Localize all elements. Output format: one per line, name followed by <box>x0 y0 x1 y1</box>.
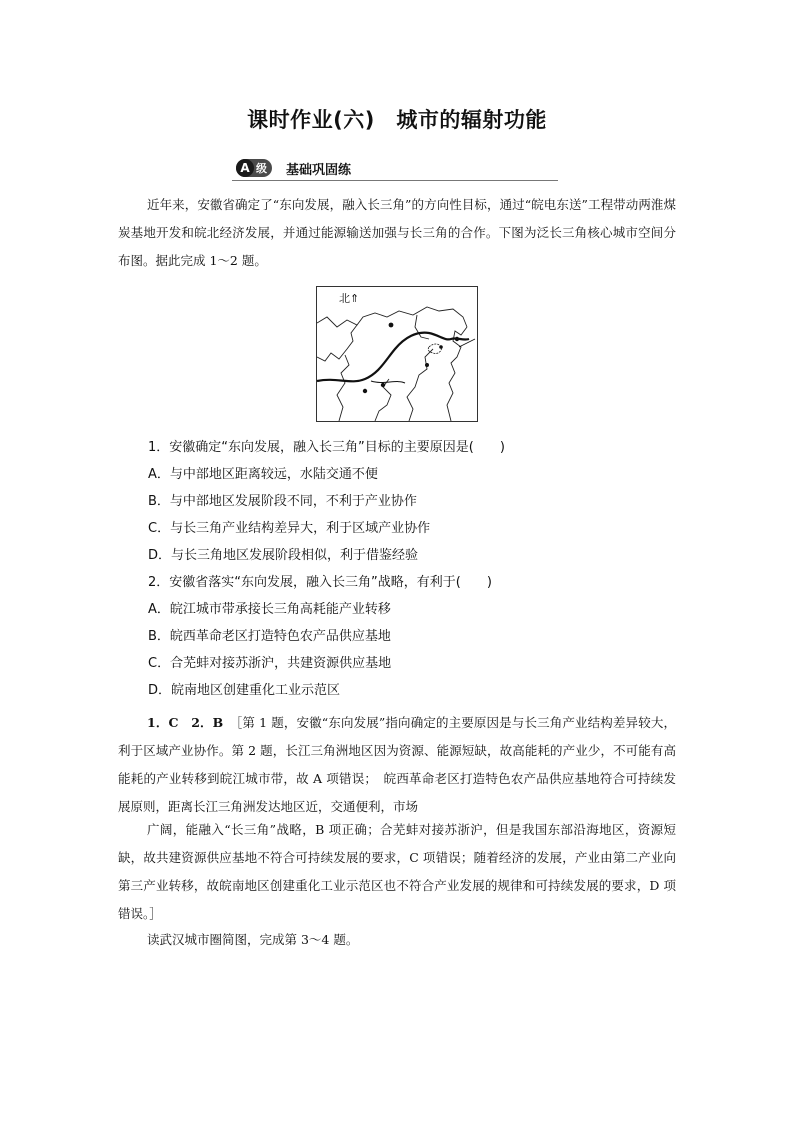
river-line <box>371 381 405 383</box>
question-2-option-b: B．皖西革命老区打造特色农产品供应基地 <box>148 629 391 644</box>
section-header <box>232 158 558 181</box>
city-dot <box>363 389 367 393</box>
intro-paragraph: 近年来，安徽省确定了“东向发展，融入长三角”的方向性目标，通过“皖电东送”工程带动两淮煤炭基地开发和皖北经济发展，并通过能源输送加强与长三角的合作。下图为泛长三角核心城市空间分布图。据此完成 1～2 题。 <box>118 197 676 268</box>
question-1-option-c: C．与长三角产业结构差异大，利于区域产业协作 <box>148 521 431 536</box>
page-title: 课时作业(六) 城市的辐射功能 <box>247 108 547 132</box>
river-line <box>317 333 469 382</box>
north-text: 北 <box>339 292 350 305</box>
map-boundary <box>415 315 429 339</box>
question-2-stem: 2．安徽省落实“东向发展，融入长三角”战略，有利于( ) <box>148 575 492 590</box>
north-arrow-icon: ⇑ <box>350 292 360 305</box>
level-badge <box>236 159 272 177</box>
map-boundary <box>337 355 349 421</box>
yangtze-delta-map <box>316 286 478 422</box>
question-2-option-c: C．合芜蚌对接苏浙沪，共建资源供应基地 <box>148 656 392 671</box>
answer-key: 1．C 2．B <box>147 715 224 730</box>
city-dot <box>425 363 429 367</box>
question-1-stem: 1．安徽确定“东向发展，融入长三角”目标的主要原因是( ) <box>148 440 505 455</box>
answer-text-part1: ［第 1 题，安徽“东向发展”指向确定的主要原因是与长三角产业结构差异较大，利于区域产业协作。第 2 题，长江三角洲地区因为资源、能源短缺，故高能耗的产业少，不可能有高能耗的产业转移到皖江城市带，故 A 项错误； 皖西革命老区打造特色农产品供应基地符合可持续发展原则，距离长江三角洲发达地区近，交通便利，市场 <box>118 715 676 814</box>
question-1-option-a: A．与中部地区距离较远，水陆交通不便 <box>148 467 378 482</box>
answer-explanation <box>118 709 676 821</box>
question-2-option-d: D．皖南地区创建重化工业示范区 <box>148 683 341 698</box>
question-2-option-a: A．皖江城市带承接长三角高耗能产业转移 <box>148 602 391 617</box>
map-boundary <box>407 349 433 421</box>
level-badge-letter: A <box>236 159 254 177</box>
north-label <box>339 290 359 306</box>
map-boundary <box>317 325 357 361</box>
section-title: 基础巩固练 <box>286 163 352 178</box>
city-dot <box>439 345 443 349</box>
map-drawing <box>317 287 477 421</box>
city-dot <box>381 383 385 387</box>
answer-explanation-continued: 广阔，能融入“长三角”战略，B 项正确；合芜蚌对接苏浙沪，但是我国东部沿海地区，资源短缺，故共建资源供应基地不符合可持续发展的要求，C 项错误；随着经济的发展，产业由第二产业向第三产业转移，故皖南地区创建重化工业示范区也不符合产业发展的规律和可持续发展的要求，D 项错误。］ <box>118 822 676 921</box>
city-dot <box>389 323 394 328</box>
city-dot <box>455 337 459 341</box>
question-1-option-d: D．与长三角地区发展阶段相似，利于借鉴经验 <box>148 548 419 563</box>
next-question-intro: 读武汉城市圈简图，完成第 3～4 题。 <box>147 932 359 947</box>
level-badge-level: 级 <box>256 162 267 175</box>
question-1-option-b: B．与中部地区发展阶段不同，不利于产业协作 <box>148 494 417 509</box>
